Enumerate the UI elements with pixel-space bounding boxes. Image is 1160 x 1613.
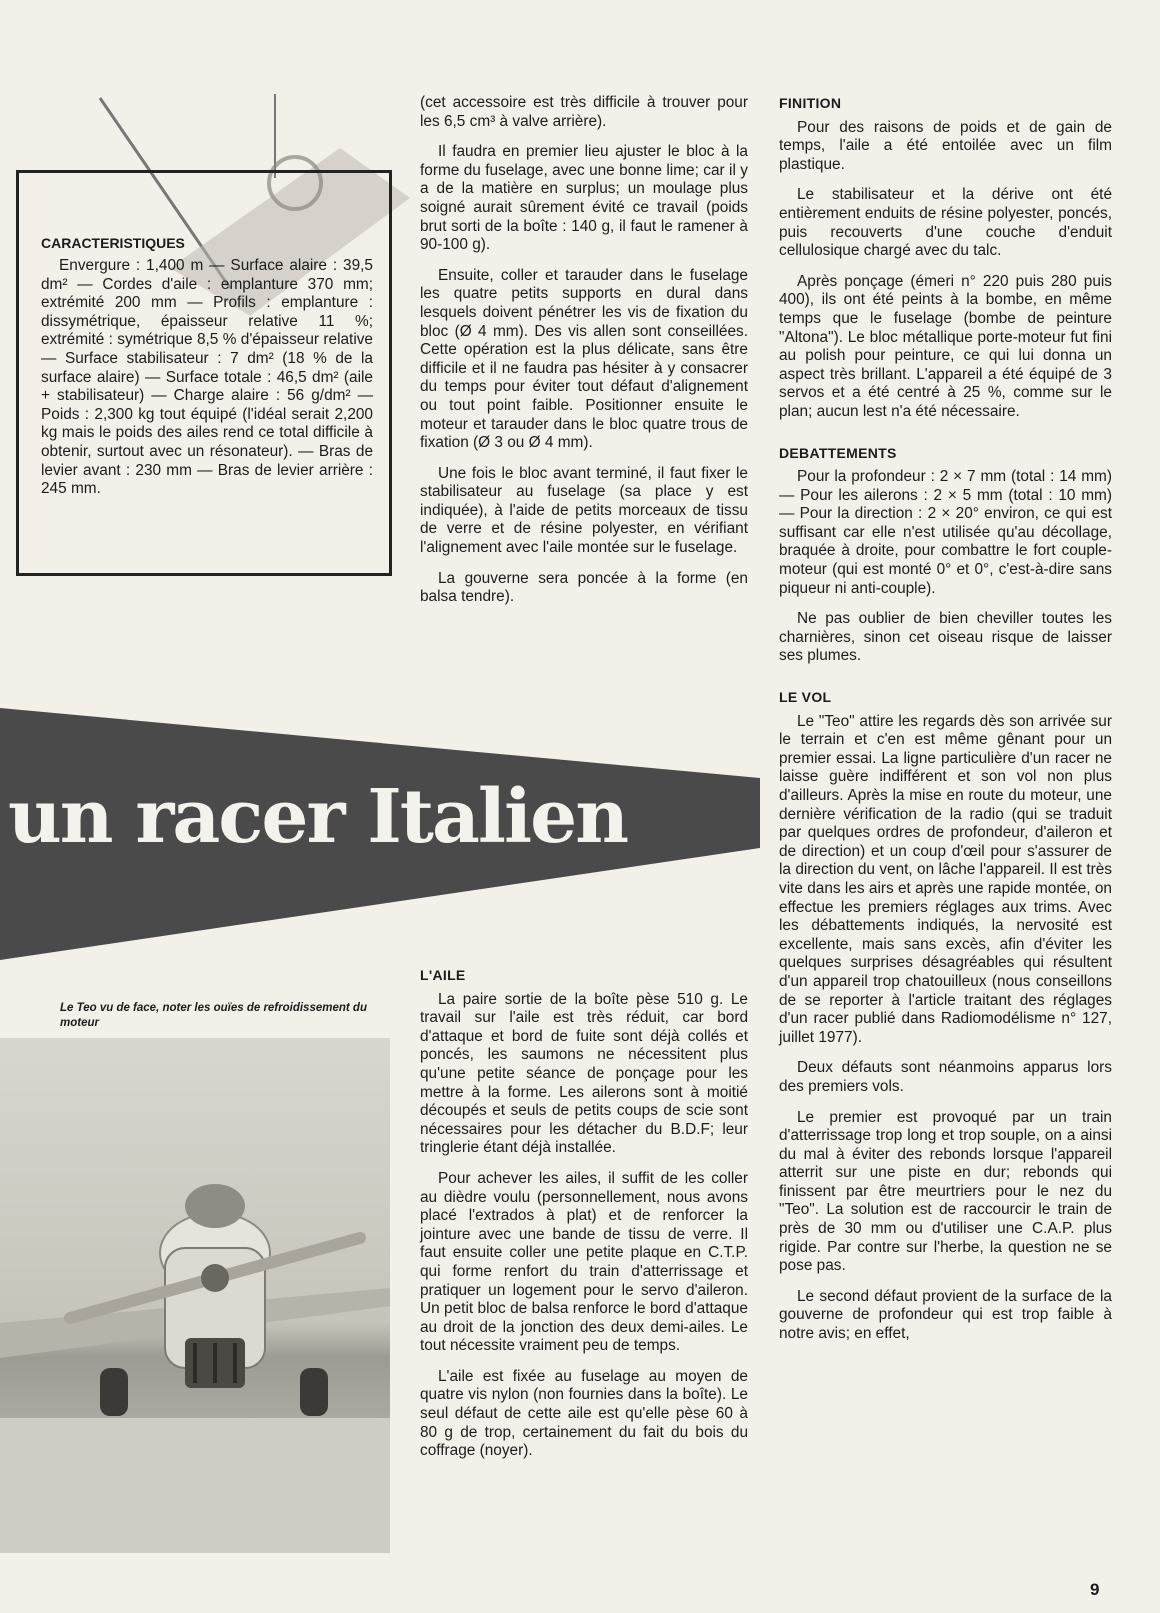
paragraph: Deux défauts sont néanmoins apparus lors des premiers vols. — [779, 1059, 1112, 1095]
paragraph: La gouverne sera poncée à la forme (en balsa tendre). — [420, 569, 748, 606]
paragraph: (cet accessoire est très difficile à trouver pour les 6,5 cm³ à valve arrière). — [420, 94, 748, 130]
section-heading-finition: FINITION — [779, 95, 842, 111]
airplane-photo — [0, 1038, 390, 1553]
paragraph: Ne pas oublier de bien cheviller toutes les charnières, sinon cet oiseau risque de laisser ses plumes. — [779, 610, 1112, 665]
specs-heading: CARACTERISTIQUES — [41, 235, 185, 251]
paragraph: Le second défaut provient de la surface de la gouverne de profondeur qui est trop faible à notre avis; en effet, — [779, 1287, 1112, 1343]
paragraph: Pour achever les ailes, il suffit de les coller au dièdre voulu (personnellement, nous avons placé l'extrados à plat) et de renforcer la jointure avec une bande de tissu de verre. Il faut ensuite coller une petite plaque en C.T.P. qui forme renfort du train d'atterrissage et pratiquer un logement pour le servo d'aileron. Un petit bloc de balsa renforce le bord d'attaque au droit de la jonction des deux demi-ailes. Le tout nécessite vraiment peu de temps. — [420, 1169, 748, 1355]
article-column-3 — [779, 94, 1112, 1356]
paragraph: Après ponçage (émeri n° 220 puis 280 puis 400), ils ont été peints à la bombe, en même temps que le fuselage (bombe de peinture "Altona"). Le bloc métallique porte-moteur fut fini au polish pour peinture, ce qui lui donna un aspect très brillant. L'appareil a été équipé de 3 servos et a été centré à 25 %, comme sur le plan; aucun lest n'a été nécessaire. — [779, 272, 1112, 420]
paragraph: Pour des raisons de poids et de gain de temps, l'aile a été entoilée avec un film plastique. — [779, 118, 1112, 173]
photo-caption: Le Teo vu de face, noter les ouïes de refroidissement du moteur — [60, 1002, 367, 1029]
article-column-2 — [420, 966, 748, 1473]
section-heading-aile: L'AILE — [420, 967, 466, 983]
paragraph: Pour la profondeur : 2 × 7 mm (total : 14 mm) — Pour les ailerons : 2 × 5 mm (total : 10 mm) — Pour la direction : 2 × 20° environ, ce qui est suffisant car elle n'est utilisée qu'au décollage, braquée à droite, pour combattre le fort couple-moteur (qui est monté 0° et 0°, c'est-à-dire sans piqueur ni anti-couple). — [779, 468, 1112, 597]
paragraph: Le "Teo" attire les regards dès son arrivée sur le terrain et c'en est même gênant pour un premier essai. La ligne particulière d'un racer ne laisse guère indifférent et son vol non plus d'ailleurs. Après la mise en route du moteur, une dernière vérification de la radio (qui se traduit par quelques ordres de profondeur, d'aileron et de direction) et un coup d'œil pour s'assurer de la direction du vent, on lâche l'appareil. Il est très vite dans les airs et après une rapide montée, on effectue les premiers réglages aux trims. Avec les débattements indiqués, la nervosité est excellente, mais sans excès, afin d'éviter les quelques surprises désagréables qui résultent d'un appareil trop chatouilleux (nous conseillons de se reporter à l'article traitant des réglages d'un racer publié dans Radiomodélisme n° 127, juillet 1977). — [779, 712, 1112, 1046]
paragraph: Une fois le bloc avant terminé, il faut fixer le stabilisateur au fuselage (sa place y est indiquée), à l'aide de petits morceaux de tissu de verre et de résine polyester, en vérifiant l'alignement avec l'aile montée sur le fuselage. — [420, 464, 748, 557]
section-heading-debattements: DEBATTEMENTS — [779, 444, 897, 461]
paragraph: La paire sortie de la boîte pèse 510 g. Le travail sur l'aile est très réduit, car bord d'attaque et bord de fuite sont déjà collés et poncés, les saumons ne nécessitent plus qu'une petite séance de ponçage pour les mettre à la forme. Les ailerons sont à moitié découpés et seuls de petits coups de scie sont nécessaires pour les détacher du B.D.F; leur tringlerie étant déjà installée. — [420, 990, 748, 1157]
paragraph: Ensuite, coller et tarauder dans le fuselage les quatre petits supports en dural dans lesquels doivent pénétrer les vis de fixation du bloc (Ø 4 mm). Des vis allen sont conseillées. Cette opération est la plus délicate, sans être difficile et il ne faudra pas hésiter à y consacrer du temps pour éviter tout défaut d'alignement ou tout point faible. Positionner ensuite le moteur et tarauder dans le bloc quatre trous de fixation (Ø 3 ou Ø 4 mm). — [420, 266, 748, 452]
article-column-1 — [420, 94, 748, 619]
paragraph: Il faudra en premier lieu ajuster le bloc à la forme du fuselage, avec une bonne lime; car il y a de la matière en surplus; un moulage plus soigné aurait sûrement évité ce travail (poids brut sorti de la boîte : 140 g, il faut le ramener à 90-100 g). — [420, 143, 748, 254]
specs-box — [16, 170, 392, 576]
paragraph: Le premier est provoqué par un train d'atterrissage trop long et trop souple, on a ainsi du mal à éviter des rebonds lorsque l'appareil atterrit sur une piste en dur; rebonds qui finissent par être meurtriers pour le nez du "Teo". La solution est de raccourcir le train de près de 30 mm ou d'utiliser une C.A.P. plus rigide. Par contre sur l'herbe, la question ne se pose pas. — [779, 1108, 1112, 1275]
paragraph: Le stabilisateur et la dérive ont été entièrement enduits de résine polyester, poncés, puis recouverts d'une couche d'enduit cellulosique chargé avec du talc. — [779, 186, 1112, 260]
paragraph: L'aile est fixée au fuselage au moyen de quatre vis nylon (non fournies dans la boîte). Le seul défaut de cette aile est qu'elle pèse 60 à 80 g de trop, certainement du fait du bois du coffrage (noyer). — [420, 1367, 748, 1460]
section-heading-vol: LE VOL — [779, 689, 832, 706]
article-title: un racer Italien — [8, 774, 628, 860]
specs-text: Envergure : 1,400 m — Surface alaire : 39,5 dm² — Cordes d'aile : emplanture 370 mm; extrémité 200 mm — Profils : emplanture : dissymétrique, épaisseur relative 11 %; extrémité : symétrique 8,5 % d'épaisseur relative — Surface stabilisateur : 7 dm² (18 % de la surface alaire) — Surface totale : 46,5 dm² (aile + stabilisateur) — Charge alaire : 56 g/dm² — Poids : 2,300 kg tout équipé (l'idéal serait 2,200 kg mais le poids des ailes rend ce total difficile à obtenir, surtout avec un résonateur). — Bras de levier avant : 230 mm — Bras de levier arrière : 245 mm. — [41, 257, 373, 498]
page-number: 9 — [1090, 1580, 1100, 1599]
